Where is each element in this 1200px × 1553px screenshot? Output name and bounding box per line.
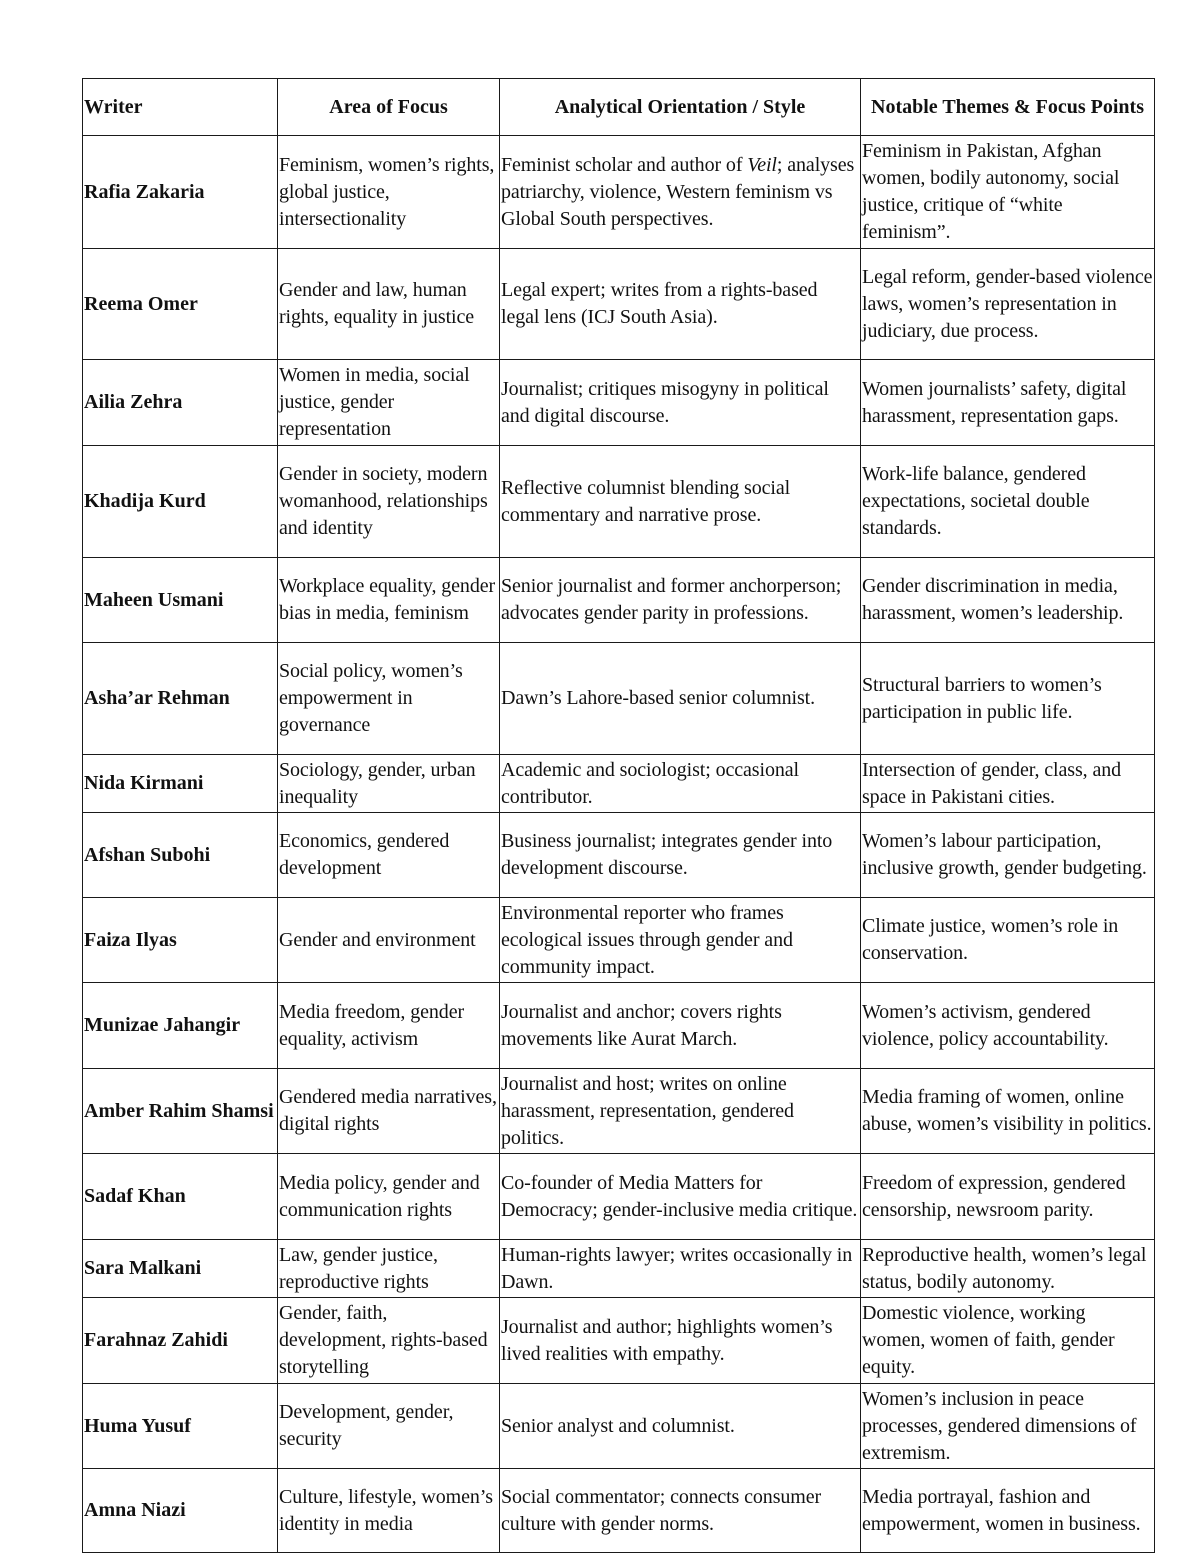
notable-themes: Domestic violence, working women, women of faith, gender equity. (861, 1298, 1155, 1384)
notable-themes: Media framing of women, online abuse, women’s visibility in politics. (861, 1069, 1155, 1154)
writer-name: Khadija Kurd (83, 446, 278, 558)
writer-name: Maheen Usmani (83, 558, 278, 643)
book-title: Veil (747, 153, 777, 176)
notable-themes: Women’s activism, gendered violence, policy accountability. (861, 983, 1155, 1069)
notable-themes: Women’s inclusion in peace processes, gendered dimensions of extremism. (861, 1384, 1155, 1469)
analytical-orientation: Co-founder of Media Matters for Democracy; gender-inclusive media critique. (500, 1154, 861, 1240)
analytical-orientation: Human-rights lawyer; writes occasionally in Dawn. (500, 1240, 861, 1298)
analytical-orientation: Academic and sociologist; occasional contributor. (500, 755, 861, 813)
table-row (83, 136, 1155, 249)
table-row (83, 1240, 1155, 1298)
notable-themes: Women journalists’ safety, digital harassment, representation gaps. (861, 360, 1155, 446)
writer-name: Rafia Zakaria (83, 136, 278, 249)
writer-name: Amber Rahim Shamsi (83, 1069, 278, 1154)
notable-themes: Structural barriers to women’s participation in public life. (861, 643, 1155, 755)
table-row (83, 360, 1155, 446)
area-of-focus: Economics, gendered development (278, 813, 500, 898)
analytical-orientation (500, 136, 861, 249)
orientation-text: Feminist scholar and author of (501, 153, 748, 176)
header-area-of-focus: Area of Focus (278, 79, 500, 136)
notable-themes: Gender discrimination in media, harassment, women’s leadership. (861, 558, 1155, 643)
analytical-orientation: Business journalist; integrates gender into development discourse. (500, 813, 861, 898)
notable-themes: Feminism in Pakistan, Afghan women, bodily autonomy, social justice, critique of “white feminism”. (861, 136, 1155, 249)
header-row (83, 79, 1155, 136)
writer-name: Sadaf Khan (83, 1154, 278, 1240)
writers-table (82, 78, 1155, 1553)
analytical-orientation: Journalist and author; highlights women’s lived realities with empathy. (500, 1298, 861, 1384)
area-of-focus: Media policy, gender and communication rights (278, 1154, 500, 1240)
writer-name: Afshan Subohi (83, 813, 278, 898)
analytical-orientation: Journalist and host; writes on online harassment, representation, gendered politics. (500, 1069, 861, 1154)
area-of-focus: Culture, lifestyle, women’s identity in media (278, 1469, 500, 1553)
area-of-focus: Gender, faith, development, rights-based storytelling (278, 1298, 500, 1384)
analytical-orientation: Environmental reporter who frames ecological issues through gender and community impact. (500, 898, 861, 983)
writer-name: Munizae Jahangir (83, 983, 278, 1069)
writer-name: Huma Yusuf (83, 1384, 278, 1469)
area-of-focus: Social policy, women’s empowerment in governance (278, 643, 500, 755)
table-row (83, 249, 1155, 360)
table-row (83, 1069, 1155, 1154)
table-row (83, 898, 1155, 983)
writer-name: Sara Malkani (83, 1240, 278, 1298)
table-row (83, 755, 1155, 813)
table-row (83, 1298, 1155, 1384)
writer-name: Farahnaz Zahidi (83, 1298, 278, 1384)
analytical-orientation: Reflective columnist blending social commentary and narrative prose. (500, 446, 861, 558)
writer-name: Asha’ar Rehman (83, 643, 278, 755)
table-row (83, 1384, 1155, 1469)
notable-themes: Women’s labour participation, inclusive growth, gender budgeting. (861, 813, 1155, 898)
analytical-orientation: Journalist and anchor; covers rights movements like Aurat March. (500, 983, 861, 1069)
area-of-focus: Gender and law, human rights, equality in justice (278, 249, 500, 360)
table-row (83, 558, 1155, 643)
analytical-orientation: Senior analyst and columnist. (500, 1384, 861, 1469)
area-of-focus: Sociology, gender, urban inequality (278, 755, 500, 813)
notable-themes: Freedom of expression, gendered censorship, newsroom parity. (861, 1154, 1155, 1240)
area-of-focus: Development, gender, security (278, 1384, 500, 1469)
area-of-focus: Media freedom, gender equality, activism (278, 983, 500, 1069)
notable-themes: Work-life balance, gendered expectations, societal double standards. (861, 446, 1155, 558)
writer-name: Ailia Zehra (83, 360, 278, 446)
analytical-orientation: Legal expert; writes from a rights-based legal lens (ICJ South Asia). (500, 249, 861, 360)
analytical-orientation: Dawn’s Lahore-based senior columnist. (500, 643, 861, 755)
writer-name: Reema Omer (83, 249, 278, 360)
area-of-focus: Workplace equality, gender bias in media, feminism (278, 558, 500, 643)
writer-name: Amna Niazi (83, 1469, 278, 1553)
area-of-focus: Gendered media narratives, digital rights (278, 1069, 500, 1154)
orientation-text: ; analyses patriarchy, violence, Western feminism vs Global South perspectives. (501, 153, 855, 230)
table-row (83, 643, 1155, 755)
table-row (83, 983, 1155, 1069)
area-of-focus: Law, gender justice, reproductive rights (278, 1240, 500, 1298)
table-header (83, 79, 1155, 136)
header-analytical-orientation: Analytical Orientation / Style (500, 79, 861, 136)
table-row (83, 1154, 1155, 1240)
notable-themes: Intersection of gender, class, and space in Pakistani cities. (861, 755, 1155, 813)
notable-themes: Legal reform, gender-based violence laws, women’s representation in judiciary, due process. (861, 249, 1155, 360)
header-notable-themes: Notable Themes & Focus Points (861, 79, 1155, 136)
writer-name: Nida Kirmani (83, 755, 278, 813)
area-of-focus: Feminism, women’s rights, global justice, intersectionality (278, 136, 500, 249)
area-of-focus: Gender and environment (278, 898, 500, 983)
analytical-orientation: Senior journalist and former anchorperson; advocates gender parity in professions. (500, 558, 861, 643)
table-row (83, 446, 1155, 558)
notable-themes: Media portrayal, fashion and empowerment, women in business. (861, 1469, 1155, 1553)
table-row (83, 1469, 1155, 1553)
notable-themes: Reproductive health, women’s legal status, bodily autonomy. (861, 1240, 1155, 1298)
area-of-focus: Gender in society, modern womanhood, relationships and identity (278, 446, 500, 558)
area-of-focus: Women in media, social justice, gender representation (278, 360, 500, 446)
analytical-orientation: Social commentator; connects consumer culture with gender norms. (500, 1469, 861, 1553)
table-body (83, 136, 1155, 1553)
writer-name: Faiza Ilyas (83, 898, 278, 983)
header-writer: Writer (83, 79, 278, 136)
notable-themes: Climate justice, women’s role in conservation. (861, 898, 1155, 983)
analytical-orientation: Journalist; critiques misogyny in political and digital discourse. (500, 360, 861, 446)
table-row (83, 813, 1155, 898)
